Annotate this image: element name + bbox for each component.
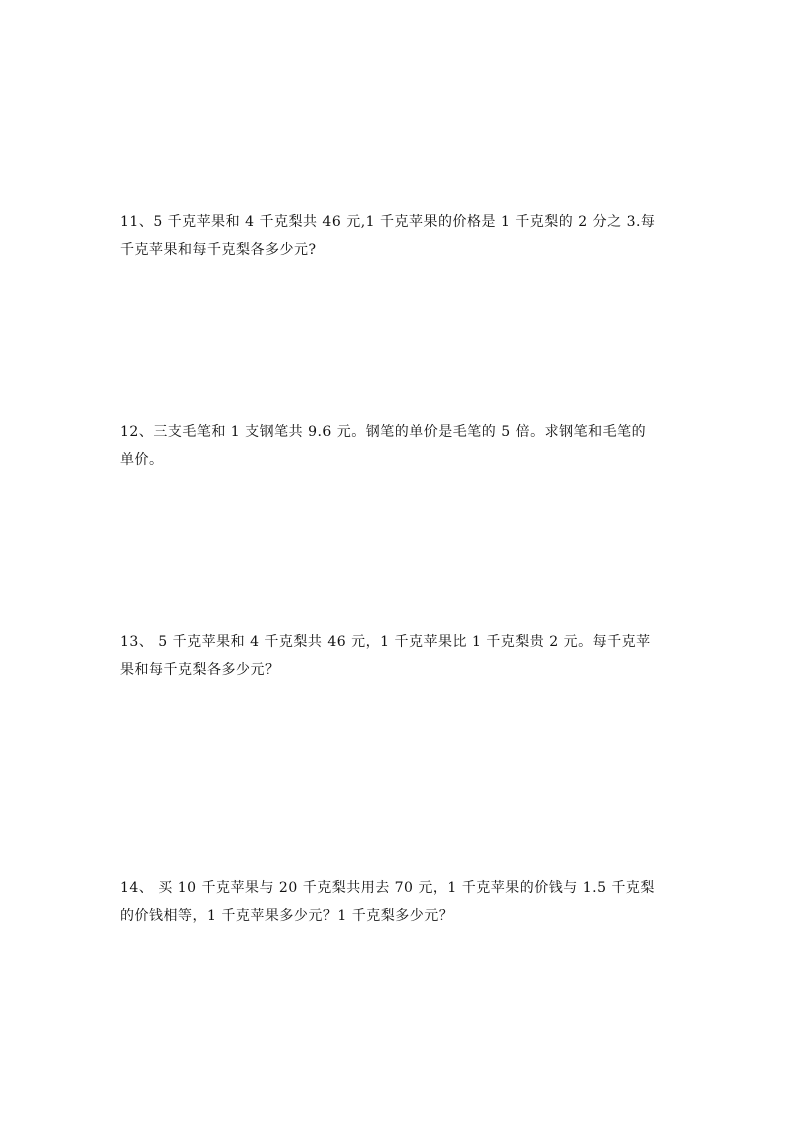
question-11 xyxy=(120,208,680,264)
question-13-line-2: 果和每千克梨各多少元？ xyxy=(120,662,280,678)
question-11-line-1: 11、5 千克苹果和 4 千克梨共 46 元,1 千克苹果的价格是 1 千克梨的 2 分之 3.每 xyxy=(120,214,656,230)
question-12-line-2: 单价。 xyxy=(120,452,164,468)
question-12 xyxy=(120,418,680,474)
question-12-line-1: 12、三支毛笔和 1 支钢笔共 9.6 元。钢笔的单价是毛笔的 5 倍。求钢笔和毛笔的 xyxy=(120,424,647,440)
question-14 xyxy=(120,874,680,930)
question-14-line-2: 的价钱相等，1 千克苹果多少元？1 千克梨多少元？ xyxy=(120,908,454,924)
question-14-line-1: 14、 买 10 千克苹果与 20 千克梨共用去 70 元，1 千克苹果的价钱与 1.5 千克梨 xyxy=(120,880,655,896)
question-11-line-2: 千克苹果和每千克梨各多少元? xyxy=(120,242,317,258)
question-13 xyxy=(120,628,680,684)
question-13-line-1: 13、 5 千克苹果和 4 千克梨共 46 元，1 千克苹果比 1 千克梨贵 2 元。每千克苹 xyxy=(120,634,651,650)
